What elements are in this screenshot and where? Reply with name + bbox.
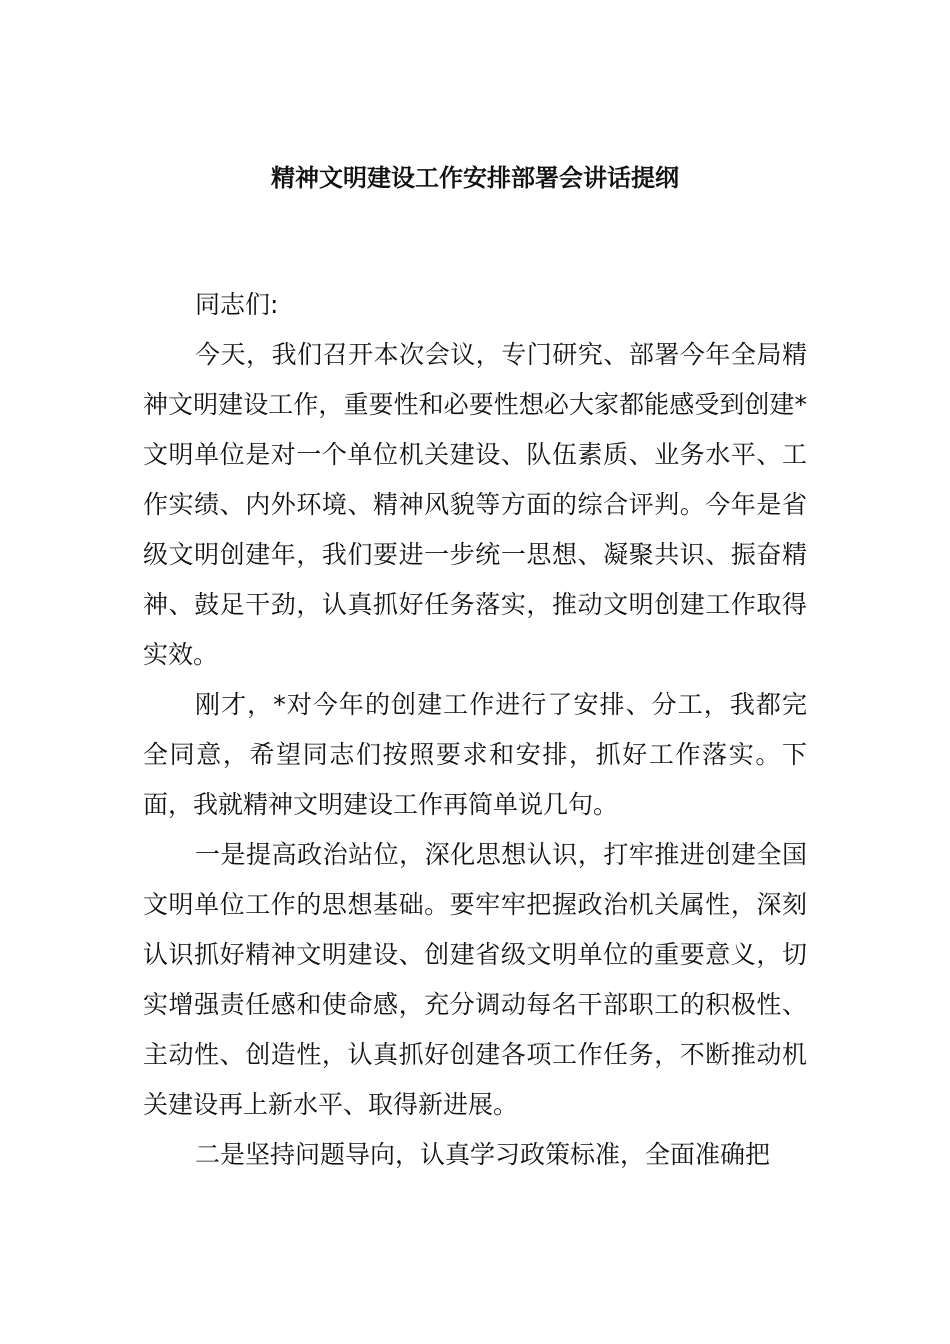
document-title: 精神文明建设工作安排部署会讲话提纲: [271, 164, 679, 192]
paragraph-2: 刚才，*对今年的创建工作进行了安排、分工，我都完全同意，希望同志们按照要求和安排，抓好工作落实。下面，我就精神文明建设工作再简单说几句。: [143, 690, 807, 819]
document-body: [143, 280, 807, 1180]
paragraph-3: 一是提高政治站位，深化思想认识，打牢推进创建全国文明单位工作的思想基础。要牢牢把握政治机关属性，深刻认识抓好精神文明建设、创建省级文明单位的重要意义，切实增强责任感和使命感，充分调动每名干部职工的积极性、主动性、创造性，认真抓好创建各项工作任务，不断推动机关建设再上新水平、取得新进展。: [143, 840, 807, 1119]
paragraph-4: 二是坚持问题导向，认真学习政策标准，全面准确把: [195, 1140, 771, 1169]
salutation: 同志们:: [195, 290, 279, 319]
paragraph-1: 今天，我们召开本次会议，专门研究、部署今年全局精神文明建设工作，重要性和必要性想必大家都能感受到创建*文明单位是对一个单位机关建设、队伍素质、业务水平、工作实绩、内外环境、精神风貌等方面的综合评判。今年是省级文明创建年，我们要进一步统一思想、凝聚共识、振奋精神、鼓足干劲，认真抓好任务落实，推动文明创建工作取得实效。: [143, 340, 807, 669]
